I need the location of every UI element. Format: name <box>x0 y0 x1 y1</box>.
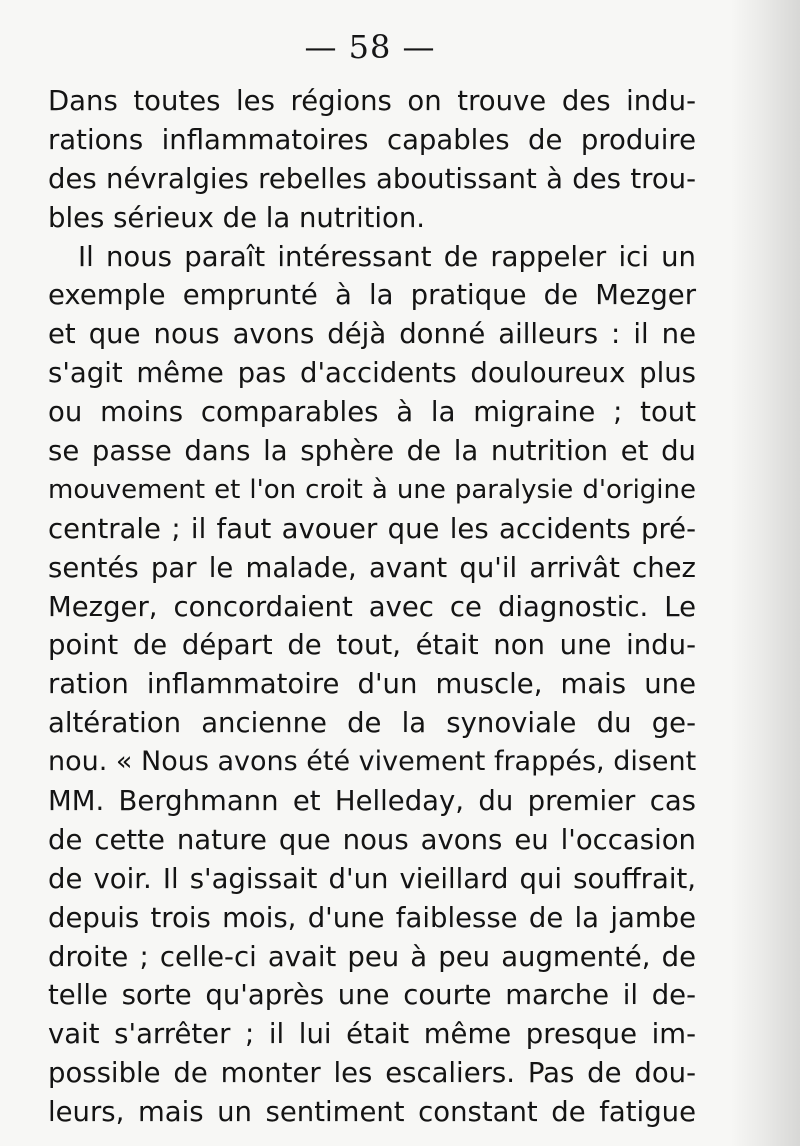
text-line: se passe dans la sphère de la nutrition et du <box>48 435 696 468</box>
text-line: exemple emprunté à la pratique de Mezger <box>48 279 696 312</box>
text-line: leurs, mais un sentiment constant de fatigue <box>48 1096 696 1129</box>
text-line: possible de monter les escaliers. Pas de dou- <box>48 1057 696 1090</box>
text-line: de voir. Il s'agissait d'un vieillard qui souffrait, <box>48 862 696 895</box>
text-line: centrale ; il faut avouer que les accidents pré- <box>48 512 696 545</box>
text-line: vait s'arrêter ; il lui était même presque im- <box>48 1018 696 1051</box>
text-line: de cette nature que nous avons eu l'occasion <box>48 823 696 856</box>
text-line: ou moins comparables à la migraine ; tout <box>48 396 696 429</box>
text-line: MM. Berghmann et Helleday, du premier cas <box>48 785 696 818</box>
text-line: sentés par le malade, avant qu'il arrivât chez <box>48 551 696 584</box>
text-line: depuis trois mois, d'une faiblesse de la jambe <box>48 901 696 934</box>
page-edge-shadow <box>730 0 800 1146</box>
text-line: telle sorte qu'après une courte marche il de- <box>48 979 696 1012</box>
text-line: Il nous paraît intéressant de rappeler ici un <box>78 240 696 273</box>
text-line: Mezger, concordaient avec ce diagnostic. Le <box>48 590 696 623</box>
text-line: point de départ de tout, était non une indu- <box>48 629 696 662</box>
text-line: altération ancienne de la synoviale du ge- <box>48 707 696 740</box>
text-line: ration inflammatoire d'un muscle, mais une <box>48 668 696 701</box>
text-line: rations inflammatoires capables de produire <box>48 123 696 156</box>
text-line: des névralgies rebelles aboutissant à des trou- <box>48 162 696 195</box>
text-line: mouvement et l'on croit à une paralysie d'origine <box>48 474 696 505</box>
text-line: bles sérieux de la nutrition. <box>48 201 425 234</box>
text-line: droite ; celle-ci avait peu à peu augmenté, de <box>48 940 696 973</box>
text-line: et que nous avons déjà donné ailleurs : il ne <box>48 318 696 351</box>
text-line: Dans toutes les régions on trouve des indu- <box>48 85 696 117</box>
page-number: — 58 — <box>304 28 436 66</box>
text-line: s'agit même pas d'accidents douloureux plus <box>48 357 696 390</box>
text-line: nou. « Nous avons été vivement frappés, disent <box>48 746 697 778</box>
body-text <box>48 82 696 1132</box>
